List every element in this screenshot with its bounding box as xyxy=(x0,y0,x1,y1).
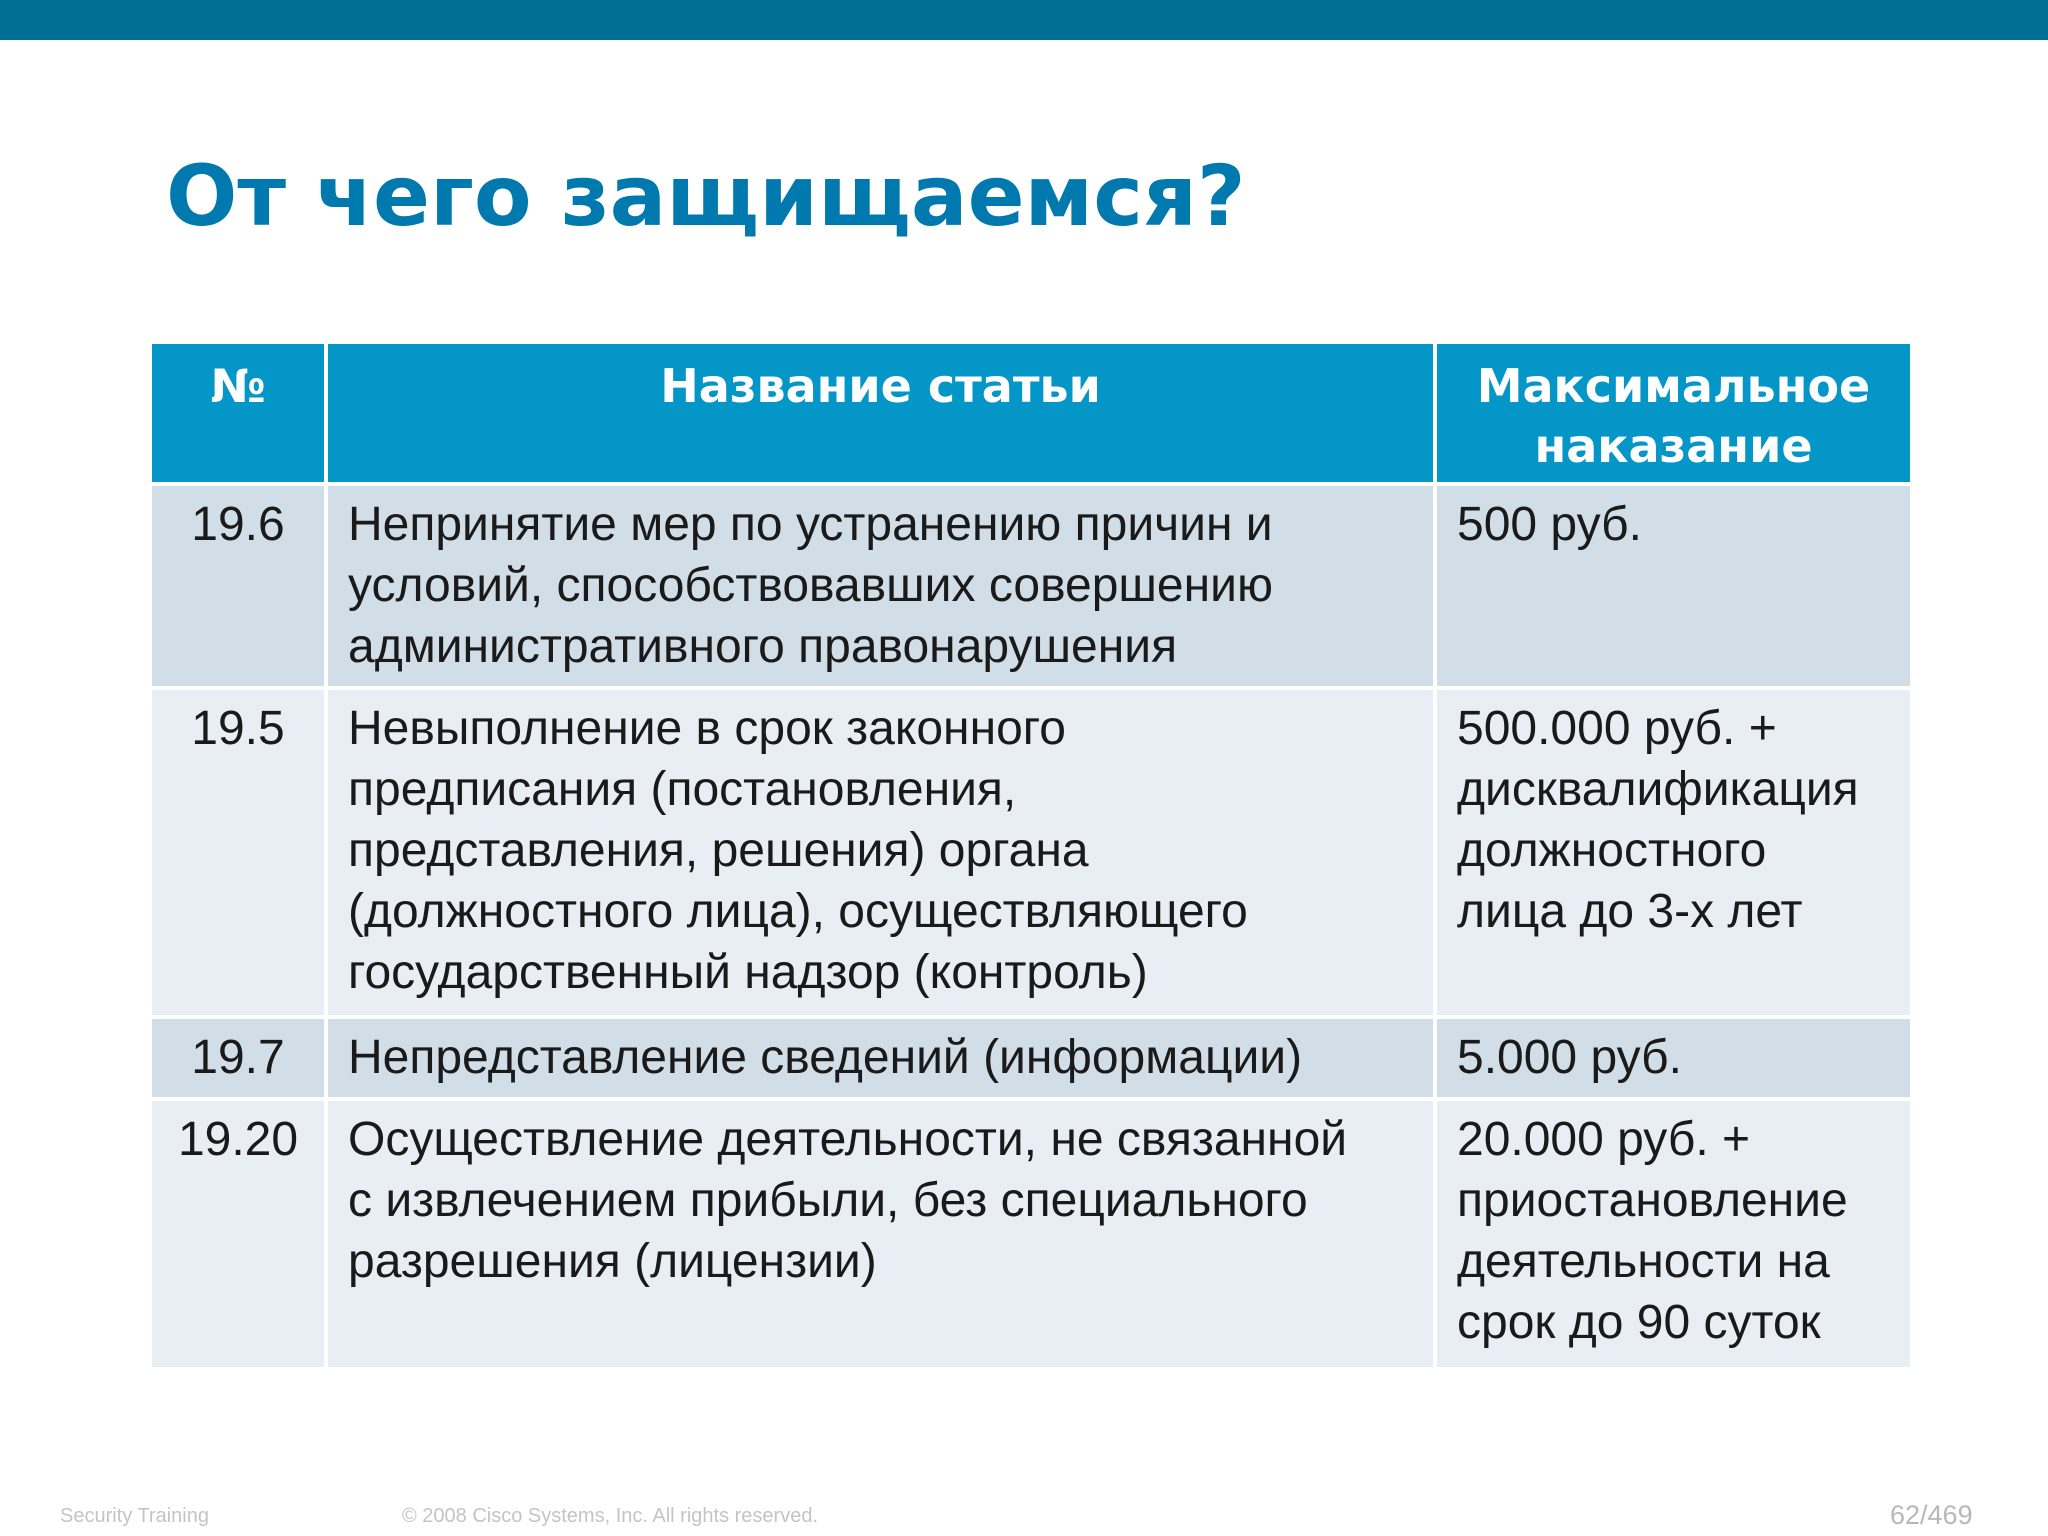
max-penalty xyxy=(1435,484,1912,688)
header-max-penalty-line: Максимальное xyxy=(1476,359,1871,413)
footer-copyright: © 2008 Cisco Systems, Inc. All rights reserved. xyxy=(402,1505,819,1527)
article-name-line: Непредставление сведений (информации) xyxy=(348,1031,1303,1084)
table-row xyxy=(150,688,1912,1017)
max-penalty-line: 20.000 руб. + xyxy=(1457,1113,1751,1166)
footer-course-name: Security Training xyxy=(60,1505,209,1527)
max-penalty xyxy=(1435,688,1912,1017)
header-number: № xyxy=(150,342,326,484)
article-number: 19.5 xyxy=(150,688,326,1017)
max-penalty-line: 5.000 руб. xyxy=(1457,1031,1682,1084)
article-name xyxy=(326,1017,1435,1099)
penalties-table xyxy=(148,340,1914,1371)
max-penalty-line: 500 руб. xyxy=(1457,498,1642,551)
article-name-line: с извлечением прибыли, без специального xyxy=(348,1174,1308,1227)
article-name-line: Непринятие мер по устранению причин и xyxy=(348,498,1273,551)
max-penalty xyxy=(1435,1017,1912,1099)
article-number: 19.6 xyxy=(150,484,326,688)
max-penalty-line: приостановление xyxy=(1457,1174,1848,1227)
table-header-row xyxy=(150,342,1912,484)
slide-title: От чего защищаемся? xyxy=(166,147,1246,245)
article-name xyxy=(326,1099,1435,1369)
table-row xyxy=(150,484,1912,688)
max-penalty-line: должностного xyxy=(1457,824,1767,877)
top-accent-bar xyxy=(0,0,2048,40)
article-name xyxy=(326,484,1435,688)
article-name xyxy=(326,688,1435,1017)
article-name-line: Осуществление деятельности, не связанной xyxy=(348,1113,1348,1166)
max-penalty xyxy=(1435,1099,1912,1369)
article-name-line: условий, способствовавших совершению xyxy=(348,559,1273,612)
max-penalty-line: лица до 3-х лет xyxy=(1457,885,1803,938)
article-name-line: разрешения (лицензии) xyxy=(348,1235,877,1288)
table-row xyxy=(150,1099,1912,1369)
article-name-line: государственный надзор (контроль) xyxy=(348,946,1148,999)
article-name-line: административного правонарушения xyxy=(348,620,1178,673)
header-max-penalty xyxy=(1435,342,1912,484)
article-number: 19.20 xyxy=(150,1099,326,1369)
table-row xyxy=(150,1017,1912,1099)
max-penalty-line: срок до 90 суток xyxy=(1457,1296,1821,1349)
footer-page-number: 62/469 xyxy=(1890,1500,1973,1530)
max-penalty-line: деятельности на xyxy=(1457,1235,1830,1288)
article-name-line: Невыполнение в срок законного xyxy=(348,702,1066,755)
article-number: 19.7 xyxy=(150,1017,326,1099)
article-name-line: представления, решения) органа xyxy=(348,824,1089,877)
header-max-penalty-line: наказание xyxy=(1534,419,1813,473)
max-penalty-line: дисквалификация xyxy=(1457,763,1859,816)
article-name-line: предписания (постановления, xyxy=(348,763,1017,816)
header-article-name: Название статьи xyxy=(326,342,1435,484)
max-penalty-line: 500.000 руб. + xyxy=(1457,702,1777,755)
article-name-line: (должностного лица), осуществляющего xyxy=(348,885,1248,938)
